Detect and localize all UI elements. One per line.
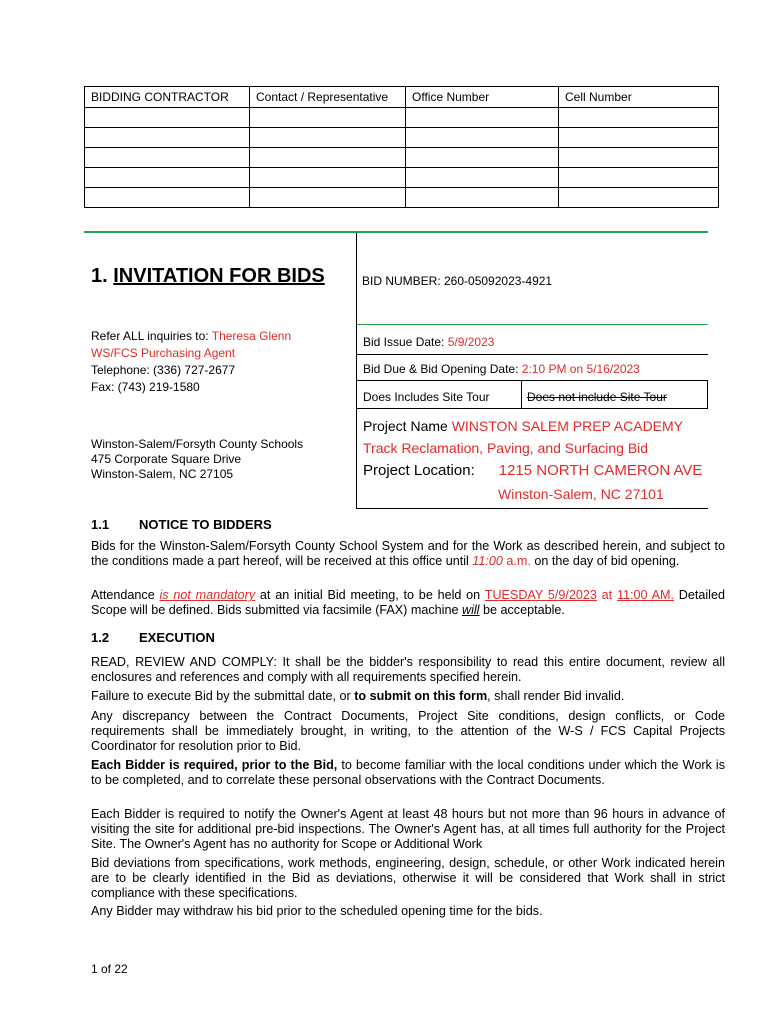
contractor-table	[84, 86, 719, 208]
table-cell	[85, 148, 250, 168]
header-top-rule	[84, 231, 708, 233]
table-row	[85, 108, 719, 128]
issue-label: Bid Issue Date:	[363, 335, 448, 349]
table-cell	[250, 168, 406, 188]
execution-paragraph-4	[91, 758, 725, 788]
execution-paragraph-3: Any discrepancy between the Contract Documents, Project Site conditions, design conflicts, or Code requirements shall be immediately brought, in writing, to the attention of the W-S / FCS Capital Projects Coordinator for resolution prior to Bid.	[91, 709, 725, 753]
due-value: 2:10 PM on 5/16/2023	[521, 362, 640, 376]
table-cell	[406, 148, 559, 168]
meeting-time: 11:00 AM.	[616, 588, 674, 602]
due-rule	[357, 380, 708, 381]
table-cell	[559, 108, 719, 128]
table-cell	[250, 108, 406, 128]
fax-text: Detailed Scope will be defined. Bids submitted via facsimile (FAX) machine	[91, 588, 725, 617]
title-text: INVITATION FOR BIDS	[113, 265, 325, 287]
site-tour-yes: Does Includes Site Tour	[363, 390, 490, 404]
table-row	[85, 128, 719, 148]
fax-will: will	[461, 603, 480, 617]
bidder-required-bold: Each Bidder is required, prior to the Bid,	[91, 758, 338, 772]
inquiries-label: Refer ALL inquiries to:	[91, 329, 212, 343]
table-cell	[85, 108, 250, 128]
project-name-label: Project Name	[363, 418, 452, 434]
project-name	[363, 418, 683, 434]
execution-paragraph-1: READ, REVIEW AND COMPLY: It shall be the bidder's responsibility to read this entire document, review all enclosures and references and comply with all requirements specified herein.	[91, 655, 725, 684]
failure-text-end: , shall render Bid invalid.	[487, 689, 625, 703]
notice-paragraph-2	[91, 588, 725, 618]
section-heading-1-2	[91, 630, 215, 645]
project-location-label: Project Location:	[363, 462, 475, 479]
bid-number: BID NUMBER: 260-05092023-4921	[362, 274, 553, 288]
address-line-1: Winston-Salem/Forsyth County Schools	[91, 437, 304, 451]
execution-paragraph-7: Any Bidder may withdraw his bid prior to the scheduled opening time for the bids.	[91, 904, 543, 918]
table-cell	[559, 148, 719, 168]
project-location-value: 1215 NORTH CAMERON AVE	[498, 462, 703, 479]
fax: Fax: (743) 219-1580	[91, 380, 200, 394]
table-cell	[250, 188, 406, 208]
fax-text-end: be acceptable.	[479, 603, 565, 617]
page-number: 1 of 22	[91, 962, 128, 976]
title-number: 1.	[91, 265, 108, 287]
notice-ampm: a.m.	[502, 554, 531, 568]
table-cell	[85, 188, 250, 208]
table-row	[85, 168, 719, 188]
page-title	[91, 265, 325, 288]
table-cell	[85, 168, 250, 188]
project-city: Winston-Salem, NC 27101	[498, 486, 664, 502]
failure-text: Failure to execute Bid by the submittal date, or	[91, 689, 355, 703]
address-line-3: Winston-Salem, NC 27105	[91, 467, 234, 481]
bid-issue-date	[363, 334, 494, 351]
header-office-number: Office Number	[406, 87, 559, 108]
project-subtitle: Track Reclamation, Paving, and Surfacing Bid	[363, 440, 649, 456]
tour-right-border	[707, 380, 708, 408]
address	[91, 437, 303, 482]
header-contact: Contact / Representative	[250, 87, 406, 108]
contact-title: WS/FCS Purchasing Agent	[91, 346, 236, 360]
section-title: NOTICE TO BIDDERS	[139, 517, 272, 532]
notice-text: Bids for the Winston-Salem/Forsyth County School System and for the Work as described herein, and subject to the conditions made a part hereof, will be received at this office until	[91, 539, 725, 568]
execution-paragraph-5: Each Bidder is required to notify the Owner's Agent at least 48 hours but not more than 96 hours in advance of visiting the site for additional pre-bid inspections. The Owner's Agent has, at all times full authority for the Project Site. The Owner's Agent has no authority for Scope or Additional Work	[91, 807, 725, 851]
section-title: EXECUTION	[139, 630, 215, 645]
table-cell	[406, 128, 559, 148]
attendance-label: Attendance	[91, 588, 160, 602]
header-bidding-contractor: BIDDING CONTRACTOR	[85, 87, 250, 108]
meeting-date: TUESDAY 5/9/2023	[484, 588, 597, 602]
tour-divider	[521, 380, 522, 408]
attendance-text: at an initial Bid meeting, to be held on	[255, 588, 485, 602]
table-cell	[559, 128, 719, 148]
execution-paragraph-2	[91, 689, 725, 704]
bid-due-date	[363, 361, 640, 378]
telephone: Telephone: (336) 727-2677	[91, 363, 236, 377]
table-cell	[559, 188, 719, 208]
table-cell	[250, 128, 406, 148]
notice-time: 11:00	[472, 554, 503, 568]
table-cell	[85, 128, 250, 148]
issue-date-value: 5/9/2023	[447, 335, 495, 349]
site-tour-no: Does not include Site Tour	[527, 390, 667, 404]
table-header-row	[85, 87, 719, 108]
table-cell	[406, 188, 559, 208]
table-cell	[406, 168, 559, 188]
table-row	[85, 148, 719, 168]
notice-paragraph-1	[91, 539, 725, 569]
table-cell	[250, 148, 406, 168]
bidder-required-text: to become familiar with the local conditions under which the Work is to be completed, and to correlate these personal observations with the Contract Documents.	[91, 758, 725, 787]
execution-paragraph-6: Bid deviations from specifications, work methods, engineering, design, schedule, or other Work indicated herein are to be clearly identified in the Bid as deviations, otherwise it will be considered that Work shall in strict compliance with these specifications.	[91, 856, 725, 900]
contact-name: Theresa Glenn	[211, 329, 292, 343]
project-name-value: WINSTON SALEM PREP ACADEMY	[451, 418, 684, 434]
issue-rule	[357, 354, 708, 355]
failure-bold: to submit on this form	[354, 689, 488, 703]
meeting-at: at	[596, 588, 617, 602]
inquiry-info	[91, 328, 291, 396]
bid-number-rule	[357, 324, 708, 325]
address-line-2: 475 Corporate Square Drive	[91, 452, 242, 466]
table-cell	[559, 168, 719, 188]
header-bottom-rule	[357, 508, 708, 509]
table-row	[85, 188, 719, 208]
header-cell-number: Cell Number	[559, 87, 719, 108]
tour-rule	[357, 408, 708, 409]
section-number: 1.1	[91, 517, 110, 532]
notice-text-end: on the day of bid opening.	[530, 554, 680, 568]
project-location	[363, 462, 702, 479]
due-label: Bid Due & Bid Opening Date:	[363, 362, 522, 376]
table-cell	[406, 108, 559, 128]
header-divider	[356, 233, 357, 509]
not-mandatory: is not mandatory	[159, 588, 256, 602]
section-number: 1.2	[91, 630, 110, 645]
section-heading-1-1	[91, 517, 272, 532]
